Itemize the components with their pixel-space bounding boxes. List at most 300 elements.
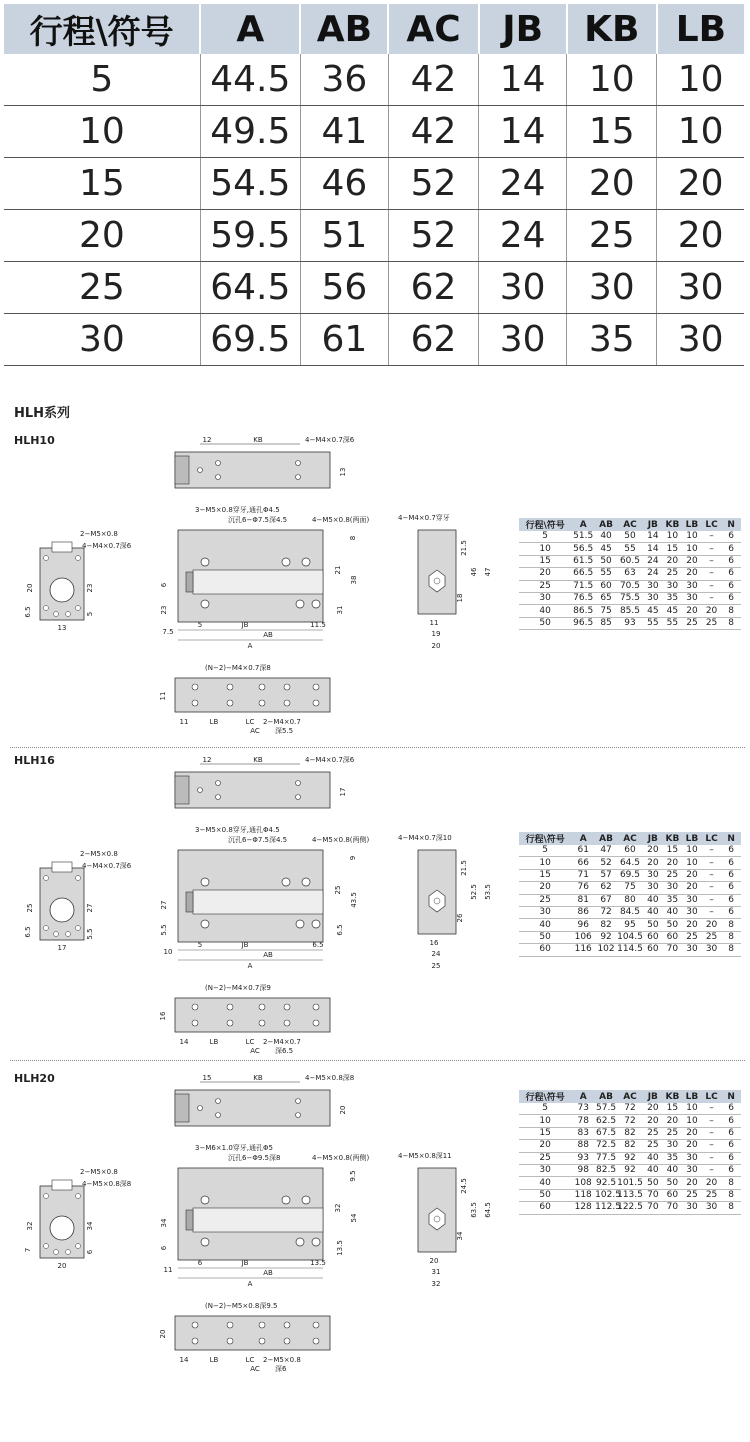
table-cell: 41: [300, 106, 388, 158]
table-cell: 75: [617, 882, 643, 894]
table-cell: –: [702, 869, 722, 881]
table-cell: 108: [571, 1177, 595, 1189]
note-label: 4−M4×0.7深10: [398, 834, 452, 842]
dimension-label: 6: [160, 582, 168, 588]
table-cell: 116: [571, 944, 595, 956]
mounting-hole: [282, 878, 290, 886]
table-cell: 45: [643, 605, 663, 617]
table-cell: 57: [595, 869, 617, 881]
table-cell: 72: [617, 1103, 643, 1115]
table-cell: 20: [682, 568, 702, 580]
table-cell: 55: [663, 617, 683, 629]
col-header-jb: JB: [479, 4, 567, 54]
table-cell: 71: [571, 869, 595, 881]
mounting-hole: [201, 878, 209, 886]
table-cell: 82: [595, 919, 617, 931]
col-header: JB: [643, 1090, 663, 1103]
table-row: [519, 1164, 741, 1176]
note-label: 4−M4×0.7深6: [82, 542, 132, 550]
dimension-label: 38: [350, 575, 358, 585]
mounting-hole: [313, 1020, 319, 1026]
piston-bore: [50, 898, 74, 922]
table-cell: 69.5: [200, 314, 300, 366]
table-cell: 64.5: [617, 857, 643, 869]
table-cell: 40: [663, 1164, 683, 1176]
table-cell: 25: [567, 210, 657, 262]
section-divider: [10, 747, 745, 748]
dimension-label: 20: [57, 1262, 67, 1270]
table-cell: 20: [682, 882, 702, 894]
table-cell: 51: [300, 210, 388, 262]
dimension-label: 25: [26, 903, 34, 913]
piston-bore: [50, 578, 74, 602]
table-cell: –: [702, 1127, 722, 1139]
table-cell: 50: [663, 919, 683, 931]
dimension-label: 9.5: [349, 1170, 357, 1182]
table-cell: 25: [702, 931, 722, 943]
table-cell: 82: [617, 1140, 643, 1152]
table-cell: 40: [519, 1177, 571, 1189]
table-row: [519, 857, 741, 869]
col-header: 行程\符号: [519, 832, 571, 845]
table-cell: 50: [663, 1177, 683, 1189]
dimension-label: KB: [253, 756, 263, 764]
table-cell: 61: [571, 845, 595, 857]
dimension-label: 14: [179, 1356, 189, 1364]
col-header: A: [571, 832, 595, 845]
note-label: 2−M5×0.8: [80, 1168, 118, 1176]
table-cell: 63: [617, 568, 643, 580]
mounting-hole: [302, 878, 310, 886]
mounting-hole: [44, 876, 49, 881]
table-cell: 30: [479, 314, 567, 366]
table-cell: 92: [617, 1164, 643, 1176]
table-cell: 86.5: [573, 605, 594, 616]
table-cell: 20: [643, 857, 663, 869]
table-cell: 60.5: [617, 555, 643, 567]
table-cell: 25: [643, 1140, 663, 1152]
table-cell: 77.5: [596, 1152, 617, 1163]
table-cell: 20: [519, 882, 571, 894]
note-label: 2−M4×0.7: [263, 1038, 301, 1046]
table-cell: 60: [595, 580, 617, 592]
table-cell: 62: [388, 314, 478, 366]
table-cell: 30: [519, 1164, 571, 1176]
mounting-hole: [296, 475, 301, 480]
note-label: (N−2)−M4×0.7深9: [205, 984, 271, 992]
note-label: 4−M4×0.7深6: [305, 756, 355, 764]
table-cell: 20: [519, 1140, 571, 1152]
table-cell: 60: [519, 1202, 571, 1214]
col-header-lb: LB: [657, 4, 744, 54]
table-row: [519, 1140, 741, 1152]
table-row: [519, 543, 741, 555]
dimension-label: AB: [263, 631, 273, 639]
dimension-label: 17: [57, 944, 67, 952]
table-row: [519, 944, 741, 956]
table-cell: 67: [595, 894, 617, 906]
table-cell: 60: [663, 1189, 683, 1201]
table-cell: 30: [519, 592, 571, 604]
side-view-end-cap: [186, 1210, 193, 1230]
table-row: [519, 580, 741, 592]
main-dimension-table: [4, 4, 744, 366]
table-cell: 88: [571, 1140, 595, 1152]
table-cell: 35: [663, 592, 683, 604]
table-cell: 24: [643, 555, 663, 567]
mounting-hole: [201, 600, 209, 608]
dimension-label: LB: [209, 1356, 219, 1364]
top-view-end-cap: [175, 1094, 189, 1122]
section-label: HLH16: [14, 754, 55, 767]
mounting-hole: [44, 556, 49, 561]
mounting-hole: [313, 1004, 319, 1010]
table-cell: 25: [663, 568, 683, 580]
table-cell: 6: [721, 555, 741, 567]
note-label: 4−M5×0.8(两侧): [312, 1154, 370, 1162]
table-cell: –: [702, 1103, 722, 1115]
mounting-hole: [313, 700, 319, 706]
table-cell: –: [702, 1115, 722, 1127]
table-cell: 6: [721, 1164, 741, 1176]
table-cell: 5: [519, 1103, 571, 1115]
table-cell: 30: [663, 580, 683, 592]
mounting-hole: [216, 475, 221, 480]
table-cell: 20: [682, 1127, 702, 1139]
table-cell: 101.5: [617, 1177, 643, 1188]
dimension-label: 24.5: [460, 1178, 468, 1194]
table-cell: 30: [643, 592, 663, 604]
mounting-hole: [284, 1020, 290, 1026]
col-header-a: A: [200, 4, 300, 54]
mounting-hole: [259, 700, 265, 706]
table-cell: 25: [682, 617, 702, 629]
table-cell: 62: [595, 882, 617, 894]
table-cell: 51.5: [573, 531, 594, 542]
table-cell: 76.5: [573, 593, 594, 604]
table-row: [519, 906, 741, 918]
table-cell: 104.5: [617, 931, 643, 942]
table-row: [519, 869, 741, 881]
table-cell: 24: [479, 158, 567, 210]
table-cell: 10: [682, 857, 702, 869]
dimension-label: 17: [339, 787, 347, 797]
dimension-label: 7: [24, 1247, 32, 1253]
table-cell: 50: [595, 555, 617, 567]
table-cell: 60: [643, 944, 663, 956]
mounting-hole: [76, 606, 81, 611]
table-cell: –: [702, 1140, 722, 1152]
table-cell: 6: [721, 1103, 741, 1115]
dimension-label: 20: [26, 583, 34, 593]
table-cell: 6: [721, 869, 741, 881]
col-header: A: [571, 1090, 595, 1103]
table-cell: 50: [643, 919, 663, 931]
table-cell: 40: [643, 1164, 663, 1176]
table-cell: 72.5: [596, 1140, 617, 1151]
section-hlh16: [0, 750, 750, 1058]
dimension-label: 63.5: [470, 1202, 478, 1218]
dimension-label: 27: [86, 903, 94, 913]
table-cell: 8: [721, 944, 741, 956]
dimension-label: 11.5: [310, 621, 326, 629]
table-cell: 95: [617, 919, 643, 931]
dimension-label: 11: [429, 619, 439, 627]
col-header: AC: [617, 1090, 643, 1103]
mounting-hole: [192, 1338, 198, 1344]
table-cell: 55: [595, 568, 617, 580]
table-cell: 6: [721, 857, 741, 869]
table-cell: 10: [682, 1115, 702, 1127]
table-cell: 8: [721, 919, 741, 931]
table-row: [4, 158, 744, 210]
table-cell: 73: [571, 1103, 595, 1115]
table-cell: 20: [643, 1115, 663, 1127]
note-label: 4−M4×0.7深6: [82, 862, 132, 870]
col-header: AC: [617, 518, 643, 531]
dimension-label: 20: [159, 1329, 167, 1339]
table-cell: 40: [643, 1152, 663, 1164]
table-cell: 20: [643, 1103, 663, 1115]
dimension-label: 43.5: [350, 892, 358, 908]
mounting-hole: [66, 932, 71, 937]
mounting-hole: [66, 1250, 71, 1255]
table-cell: –: [702, 580, 722, 592]
table-cell: 61.5: [573, 555, 594, 566]
table-cell: 20: [663, 555, 683, 567]
table-cell: 20: [682, 919, 702, 931]
table-cell: 52: [595, 857, 617, 869]
table-cell: 56.5: [573, 543, 594, 554]
dimension-label: 23: [86, 583, 94, 593]
dimension-label: 53.5: [484, 884, 492, 900]
table-cell: 36: [300, 54, 388, 106]
table-cell: 69.5: [617, 869, 643, 881]
note-label: 4−M5×0.8深8: [305, 1074, 355, 1082]
mounting-hole: [216, 1113, 221, 1118]
mounting-hole: [259, 1020, 265, 1026]
table-cell: 8: [721, 1202, 741, 1214]
table-cell: 64.5: [200, 262, 300, 314]
dimension-label: AB: [263, 1269, 273, 1277]
table-cell: 15: [663, 1103, 683, 1115]
table-cell: –: [702, 882, 722, 894]
dimension-label: 20: [339, 1105, 347, 1115]
mounting-hole: [198, 1106, 203, 1111]
dimension-label: 5: [86, 611, 94, 617]
dimension-label: 47: [484, 567, 492, 577]
table-cell: 10: [519, 857, 571, 869]
table-cell: 42: [388, 54, 478, 106]
table-cell: 15: [567, 106, 657, 158]
mounting-hole: [296, 600, 304, 608]
technical-drawing: [0, 750, 510, 1060]
dimension-label: A: [247, 1280, 253, 1288]
dimension-label: 16: [429, 939, 439, 947]
table-cell: 30: [682, 592, 702, 604]
table-cell: 30: [702, 944, 722, 956]
table-cell: 40: [643, 894, 663, 906]
dimension-label: LC: [245, 718, 255, 726]
side-view-end-cap: [186, 572, 193, 592]
table-cell: 15: [519, 555, 571, 567]
dimension-label: 32: [431, 1280, 441, 1288]
table-cell: 66: [571, 857, 595, 869]
table-cell: 8: [721, 605, 741, 617]
end-view-port: [52, 1180, 72, 1190]
dimension-label: 13.5: [310, 1259, 326, 1267]
dimension-label: 9: [349, 855, 357, 861]
table-row: [519, 1152, 741, 1164]
table-cell: 60: [519, 944, 571, 956]
table-cell: 40: [519, 605, 571, 617]
table-cell: 10: [682, 1103, 702, 1115]
note-label: 4−M5×0.8深8: [82, 1180, 132, 1188]
table-cell: 50: [617, 531, 643, 543]
table-cell: 20: [663, 1115, 683, 1127]
table-cell: 30: [643, 882, 663, 894]
dimension-label: 19: [431, 630, 441, 638]
table-cell: 92: [617, 1152, 643, 1164]
table-cell: 82: [617, 1127, 643, 1139]
table-cell: 8: [721, 617, 741, 629]
note-label: 2−M5×0.8: [80, 530, 118, 538]
bottom-view-body: [175, 678, 330, 712]
dimension-label: 6.5: [24, 926, 32, 938]
table-cell: 30: [682, 580, 702, 592]
note-label: 3−M5×0.8穿牙,通孔Φ4.5: [195, 826, 280, 834]
table-cell: 102: [595, 944, 617, 956]
mounting-hole: [198, 468, 203, 473]
table-cell: –: [702, 1164, 722, 1176]
note-label: 4−M5×0.8深11: [398, 1152, 452, 1160]
table-cell: 6: [721, 1140, 741, 1152]
dimension-label: 10: [163, 948, 173, 956]
table-cell: 70: [663, 944, 683, 956]
dimension-label: AC: [250, 1365, 260, 1373]
table-cell: 10: [657, 106, 744, 158]
mounting-hole: [192, 700, 198, 706]
table-header-row: [4, 4, 744, 54]
mounting-hole: [296, 1238, 304, 1246]
dimension-label: 23: [160, 605, 168, 615]
table-cell: 10: [567, 54, 657, 106]
table-cell: 14: [643, 543, 663, 555]
table-cell: 75: [595, 605, 617, 617]
dimension-label: 31: [431, 1268, 441, 1276]
table-cell: 20: [663, 857, 683, 869]
dimension-label: 26: [456, 913, 464, 923]
table-header-row: [519, 832, 741, 845]
table-row: [4, 262, 744, 314]
table-row: [519, 617, 741, 629]
dimension-label: 25: [334, 885, 342, 895]
dimension-label: 6.5: [24, 606, 32, 618]
table-cell: 5: [4, 54, 200, 106]
port-hole: [434, 898, 440, 904]
table-cell: 62: [388, 262, 478, 314]
dimension-label: 5: [197, 621, 203, 629]
table-cell: 85: [595, 617, 617, 629]
table-cell: 118: [571, 1189, 595, 1201]
dimension-label: 27: [160, 900, 168, 910]
col-header: N: [721, 518, 741, 531]
table-cell: –: [702, 857, 722, 869]
table-row: [519, 531, 741, 543]
table-cell: 20: [4, 210, 200, 262]
col-header: LC: [702, 518, 722, 531]
end-view-port: [52, 862, 72, 872]
table-cell: –: [702, 906, 722, 918]
table-cell: 8: [721, 1177, 741, 1189]
table-cell: 5: [519, 845, 571, 857]
table-cell: 86: [571, 906, 595, 918]
dimension-label: 11: [159, 691, 167, 701]
dimension-label: 54: [350, 1213, 358, 1223]
table-row: [519, 555, 741, 567]
table-cell: 30: [643, 580, 663, 592]
table-cell: 20: [657, 158, 744, 210]
table-cell: 55: [617, 543, 643, 555]
mounting-hole: [216, 461, 221, 466]
table-cell: 50: [519, 931, 571, 943]
table-cell: 93: [617, 617, 643, 629]
mounting-hole: [282, 558, 290, 566]
mounting-hole: [282, 1196, 290, 1204]
dimension-label: AC: [250, 727, 260, 735]
table-cell: 72: [595, 906, 617, 918]
col-header: 行程\符号: [519, 518, 571, 531]
table-cell: 106: [571, 931, 595, 943]
table-cell: 92: [595, 931, 617, 943]
table-cell: 20: [567, 158, 657, 210]
table-cell: 128: [571, 1202, 595, 1214]
col-header-kb: KB: [567, 4, 657, 54]
table-cell: 10: [4, 106, 200, 158]
spec-table: [519, 1090, 741, 1215]
table-cell: 96: [571, 919, 595, 931]
table-cell: 30: [682, 894, 702, 906]
table-cell: 50: [519, 617, 571, 629]
table-row: [519, 845, 741, 857]
table-cell: 30: [682, 944, 702, 956]
side-view-rail: [193, 570, 323, 594]
table-cell: 61: [300, 314, 388, 366]
col-header-ab: AB: [300, 4, 388, 54]
mounting-hole: [312, 920, 320, 928]
col-header: LC: [702, 1090, 722, 1103]
mounting-hole: [201, 920, 209, 928]
mounting-hole: [259, 1322, 265, 1328]
mounting-hole: [259, 1004, 265, 1010]
table-cell: 6: [721, 531, 741, 543]
table-cell: 20: [702, 1177, 722, 1189]
table-cell: 67.5: [596, 1127, 617, 1138]
dimension-label: 5.5: [86, 928, 94, 940]
table-cell: 8: [721, 931, 741, 943]
table-cell: 45: [663, 605, 683, 617]
mounting-hole: [302, 1196, 310, 1204]
note-label: 2−M4×0.7: [263, 718, 301, 726]
table-cell: 6: [721, 543, 741, 555]
table-cell: 40: [663, 906, 683, 918]
col-header: KB: [663, 518, 683, 531]
table-row: [519, 894, 741, 906]
mounting-hole: [227, 1338, 233, 1344]
dimension-label: 6.5: [336, 924, 344, 936]
dimension-label: LB: [209, 1038, 219, 1046]
table-cell: 30: [702, 1202, 722, 1214]
